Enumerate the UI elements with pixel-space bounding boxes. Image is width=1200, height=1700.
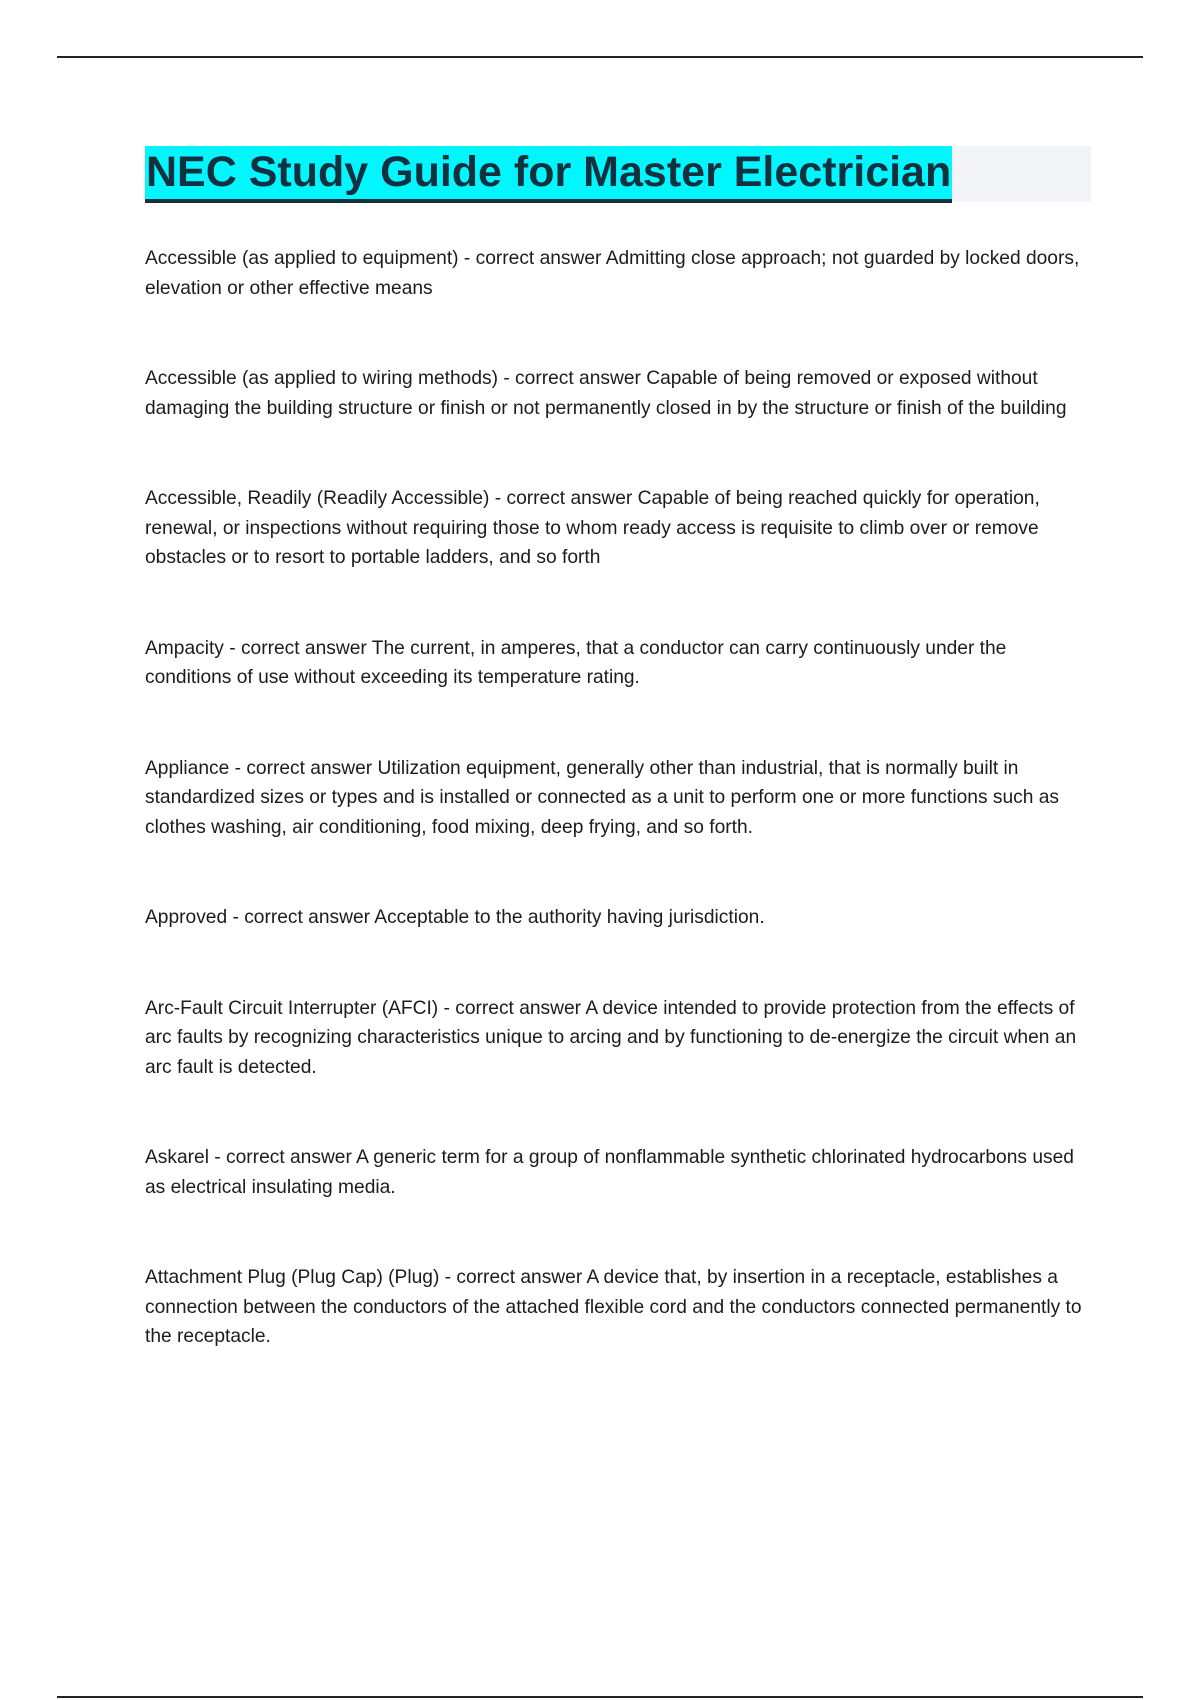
definition-entry: Ampacity - correct answer The current, in amperes, that a conductor can carry continuously under the conditions of use without exceeding its temperature rating. xyxy=(145,637,1007,688)
definition-entry: Arc-Fault Circuit Interrupter (AFCI) - correct answer A device intended to provide protection from the effects of arc faults by recognizing characteristics unique to arcing and by functioning to de-energize the circuit when an arc fault is detected. xyxy=(145,997,1077,1078)
definition-entry: Accessible (as applied to wiring methods) - correct answer Capable of being removed or exposed without damaging the building structure or finish or not permanently closed in by the structure or finish of the building xyxy=(145,368,1067,419)
definition-list xyxy=(145,244,1090,1413)
definition-entry: Attachment Plug (Plug Cap) (Plug) - correct answer A device that, by insertion in a receptacle, establishes a connection between the conductors of the attached flexible cord and the conductors connected permanently to the receptacle. xyxy=(145,1267,1082,1347)
definition-entry: Askarel - correct answer A generic term for a group of nonflammable synthetic chlorinated hydrocarbons used as electrical insulating media. xyxy=(145,1147,1074,1198)
definition-entry: Approved - correct answer Acceptable to the authority having jurisdiction. xyxy=(145,907,765,928)
definition-entry: Accessible (as applied to equipment) - correct answer Admitting close approach; not guarded by locked doors, elevation or other effective means xyxy=(145,248,1080,299)
bottom-rule xyxy=(57,1696,1143,1698)
definition-entry: Accessible, Readily (Readily Accessible) - correct answer Capable of being reached quickly for operation, renewal, or inspections without requiring those to whom ready access is requisite to climb over or remove obstacles or to resort to portable ladders, and so forth xyxy=(145,488,1040,568)
page-title: NEC Study Guide for Master Electrician xyxy=(145,146,952,203)
definition-entry: Appliance - correct answer Utilization equipment, generally other than industrial, that is normally built in standardized sizes or types and is installed or connected as a unit to perform one or more functions such as clothes washing, air conditioning, food mixing, deep frying, and so forth. xyxy=(145,757,1060,838)
top-rule xyxy=(57,56,1143,58)
